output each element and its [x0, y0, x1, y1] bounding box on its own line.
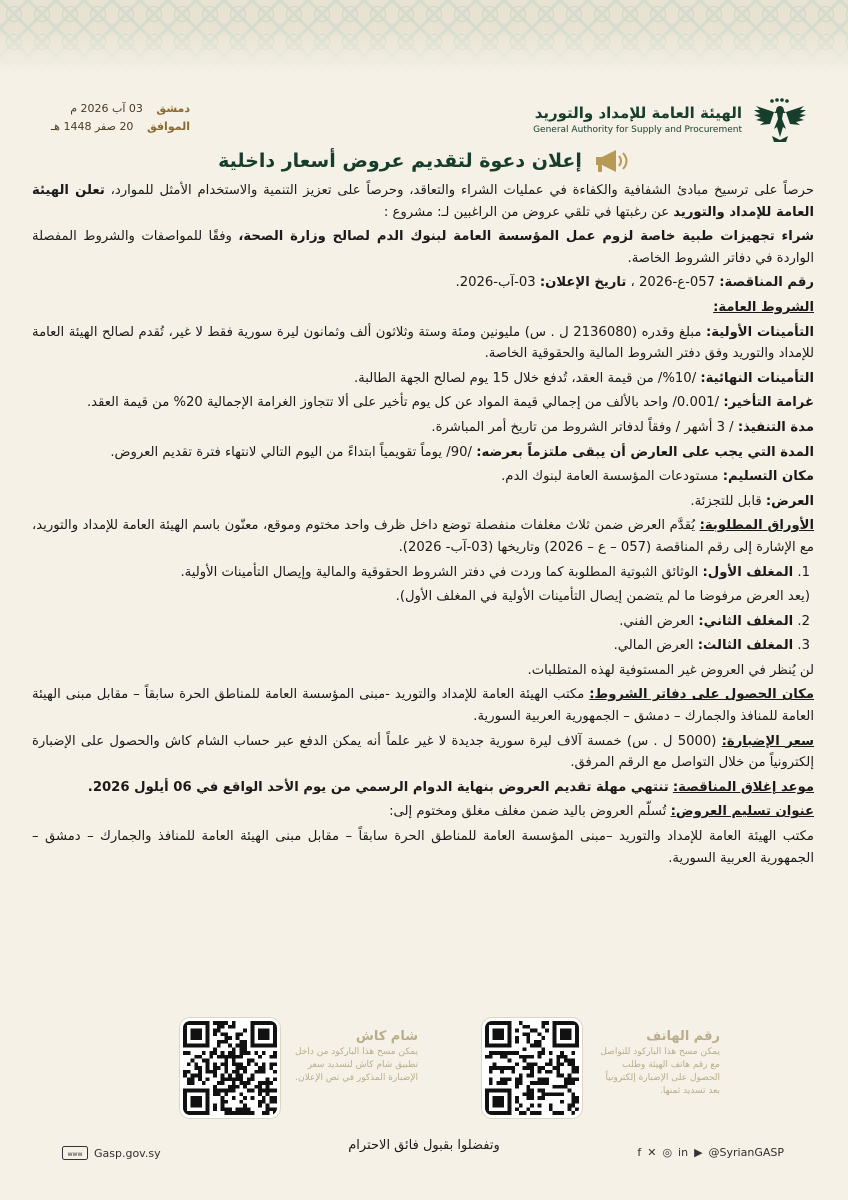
intro-paragraph	[32, 180, 814, 223]
envelope-1-number: 1.	[797, 564, 810, 580]
delivery-text: مستودعات المؤسسة العامة لبنوك الدم.	[501, 469, 719, 485]
qr-phone-description: يمكن مسح هذا الباركود للتواصل مع رقم هاتف الهيئة وطلب الحصول على الإضبارة إلكترونياً بعد تسديد ثمنها.	[600, 1047, 720, 1096]
qr-phone-title: رقم الهاتف	[646, 1029, 720, 1044]
letterhead	[0, 96, 848, 144]
booklet-place	[32, 684, 814, 727]
final-guarantee	[32, 368, 814, 390]
delivery-place	[32, 466, 814, 488]
booklet-price	[32, 731, 814, 774]
envelope-3-number: 3.	[797, 638, 810, 654]
delay-fine	[32, 392, 814, 414]
intro-announce: تعلن الهيئة العامة للإمداد والتوريد	[32, 183, 814, 220]
instagram-icon[interactable]: ◎	[662, 1146, 673, 1159]
youtube-icon[interactable]: ▶	[694, 1146, 703, 1159]
offer-validity	[32, 442, 814, 464]
date-hijri-row	[40, 118, 190, 136]
address-detail: مكتب الهيئة العامة للإمداد والتوريد –مبنى المؤسسة العامة للمناطق الحرة سابقاً – مقابل مبنى الهيئة العامة للمنافذ والجمارك – دمشق – الجمهورية العربية السورية.	[32, 829, 814, 866]
delay-fine-text: /0.001/ واحد بالألف من إجمالي قيمة المواد عن كل يوم تأخير على ألا تتجاوز الغرامة الإجمالية 20% من قيمة العقد.	[86, 395, 720, 411]
project-description: وفقًا للمواصفات والشروط المفصلة الواردة في دفاتر الشروط الخاصة.	[32, 229, 814, 266]
qr-box-phone	[420, 1018, 720, 1124]
announcement-title-row	[0, 146, 848, 176]
offer-label: العرض:	[765, 493, 814, 509]
offer-divisibility	[32, 491, 814, 513]
docs-text: يُقدَّم العرض ضمن ثلاث مغلفات منفصلة توضع داخل ظرف واحد مختوم وموقع، معنّون باسم الهيئة العامة للإمداد والتوريد، مع الإشارة إلى رقم المناقصة (057 – ع – 2026) وتاريخها (03-آب- 2026).	[32, 518, 814, 555]
tender-number-label: رقم المناقصة:	[719, 275, 814, 291]
final-guarantee-label: التأمينات النهائية:	[700, 370, 814, 386]
price-label: سعر الإضبارة:	[721, 733, 814, 749]
announce-date-label: تاريخ الإعلان:	[539, 275, 627, 291]
project-paragraph	[32, 226, 814, 269]
reject-note: لن يُنظر في العروض غير المستوفية لهذه المتطلبات.	[527, 662, 814, 678]
equivalent-label: الموافق	[146, 120, 190, 133]
tender-info	[32, 272, 814, 294]
eagle-emblem-icon	[752, 96, 808, 144]
project-title: شراء تجهيزات طبية خاصة لزوم عمل المؤسسة العامة لبنوك الدم لصالح وزارة الصحة،	[238, 229, 814, 245]
general-terms-label: الشروط العامة:	[713, 299, 814, 315]
envelope-1-label: المغلف الأول:	[702, 564, 794, 580]
booklet-place-label: مكان الحصول على دفاتر الشروط:	[589, 687, 815, 703]
facebook-icon[interactable]: f	[637, 1146, 642, 1159]
initial-guarantee-label: التأمينات الأولية:	[705, 324, 814, 340]
date-block	[40, 100, 190, 136]
org-name-arabic: الهيئة العامة للإمداد والتوريد	[534, 104, 742, 122]
date-gregorian: 03 آب 2026 م	[70, 102, 143, 115]
envelope-2	[32, 611, 814, 633]
www-label: www	[67, 1151, 83, 1158]
envelope-1-note: (يعد العرض مرفوضا ما لم يتضمن إيصال التأمينات الأولية في المغلف الأول).	[395, 589, 810, 605]
closing-salutation: وتفضلوا بقبول فائق الاحترام	[348, 1138, 500, 1153]
qr-code-shamcash-icon[interactable]	[180, 1018, 280, 1118]
envelope-2-label: المغلف الثاني:	[698, 613, 794, 629]
envelope-3	[32, 635, 814, 657]
address-text: تُسلّم العروض باليد ضمن مغلف مغلق ومختوم إلى:	[389, 804, 667, 820]
megaphone-icon	[592, 148, 630, 174]
delivery-address	[32, 801, 814, 823]
validity-text: /90/ يوماً تقويمياً ابتداءً من اليوم التالي لانتهاء فترة تقديم العروض.	[110, 444, 472, 460]
delivery-label: مكان التسليم:	[722, 469, 814, 485]
docs-label: الأوراق المطلوبة:	[699, 518, 814, 534]
org-names	[533, 103, 742, 137]
initial-guarantee	[32, 322, 814, 365]
announcement-body	[32, 180, 814, 872]
envelope-2-number: 2.	[797, 613, 810, 629]
qr-section	[0, 1018, 848, 1128]
qr-box-shamcash	[118, 1018, 418, 1124]
execution-duration	[32, 417, 814, 439]
qr-cash-description: يمكن مسح هذا الباركود من داخل تطبيق شام كاش لتسديد سعر الإضبارة المذكور في نص الإعلان.	[294, 1047, 418, 1083]
website-url[interactable]: Gasp.gov.sy	[94, 1146, 161, 1160]
qr-code-phone-icon[interactable]	[482, 1018, 582, 1118]
announce-date: 03-آب-2026.	[455, 275, 536, 291]
duration-label: مدة التنفيذ:	[737, 419, 814, 435]
delay-fine-label: غرامة التأخير:	[723, 395, 814, 411]
city-label: دمشق	[156, 102, 190, 115]
x-icon[interactable]: ✕	[647, 1146, 657, 1159]
envelope-1	[32, 562, 814, 584]
org-name-english: General Authority for Supply and Procurement	[533, 125, 742, 135]
announcement-title: إعلان دعوة لتقديم عروض أسعار داخلية	[218, 150, 582, 172]
social-handle[interactable]: @SyrianGASP	[708, 1146, 784, 1159]
envelope-2-text: العرض الفني.	[619, 613, 695, 629]
envelope-1-text: الوثائق الثبوتية المطلوبة كما وردت في دفتر الشروط الحقوقية والمالية وإيصال التأمينات الأولية.	[180, 564, 699, 580]
tender-closing	[32, 777, 814, 799]
qr-cash-title: شام كاش	[355, 1029, 418, 1044]
social-links	[637, 1146, 784, 1159]
general-terms-heading	[32, 297, 814, 319]
required-documents	[32, 515, 814, 558]
intro-text-2: عن رغبتها في تلقي عروض من الراغبين لـ: مشروع :	[383, 204, 670, 220]
decorative-header-pattern	[0, 0, 848, 72]
browser-www-icon	[62, 1146, 88, 1160]
qr-phone-text	[592, 1018, 720, 1098]
booklet-place-text: مكتب الهيئة العامة للإمداد والتوريد -مبنى المؤسسة العامة للمناطق الحرة سابقاً – مقابل مبنى الهيئة العامة للمنافذ والجمارك – دمشق – الجمهورية العربية السورية.	[32, 687, 814, 725]
tender-number: 057-ع-2026 ،	[630, 275, 716, 291]
validity-label: المدة التي يجب على العارض أن يبقى ملتزماً بعرضه:	[476, 444, 814, 460]
closing-text: تنتهي مهلة تقديم العروض بنهاية الدوام الرسمي من يوم الأحد الواقع في 06 أيلول 2026.	[87, 779, 669, 795]
qr-cash-text	[290, 1018, 418, 1085]
final-guarantee-text: /10%/ من قيمة العقد، تُدفع خلال 15 يوم لصالح الجهة الطالبة.	[353, 370, 697, 386]
price-text: (5000 ل . س) خمسة آلاف ليرة سورية جديدة لا غير علماً أنه يمكن الدفع عبر حساب الشام كاش والحصول على الإضبارة إلكترونياً من خلال التواصل مع الرقم المرفق.	[32, 733, 814, 771]
initial-guarantee-text: مبلغ وقدره (2136080 ل . س) مليونين ومئة وستة وثلاثون ألف وثمانون ليرة سورية فقط لا غير، تُقدم لصالح الهيئة العامة للإمداد والتوريد وفق دفتر الشروط المالية والحقوقية الخاصة.	[32, 324, 814, 362]
linkedin-icon[interactable]: in	[678, 1146, 689, 1159]
intro-text: حرصاً على ترسيخ مبادئ الشفافية والكفاءة في عمليات الشراء والتعاقد، وحرصاً على تعزيز التنمية والاستخدام الأمثل للموارد،	[110, 183, 814, 198]
logo-block	[533, 96, 808, 144]
closing-label: موعد إغلاق المناقصة:	[672, 779, 814, 795]
date-gregorian-row	[40, 100, 190, 118]
duration-text: / 3 أشهر / وفقاً لدفاتر الشروط من تاريخ أمر المباشرة.	[431, 419, 734, 435]
website-link	[62, 1146, 161, 1160]
offer-text: قابل للتجزئة.	[690, 493, 762, 509]
date-hijri: 20 صفر 1448 هـ	[50, 120, 134, 133]
envelope-3-label: المغلف الثالث:	[697, 638, 794, 654]
address-label: عنوان تسليم العروض:	[670, 804, 814, 820]
envelope-3-text: العرض المالي.	[613, 638, 694, 654]
